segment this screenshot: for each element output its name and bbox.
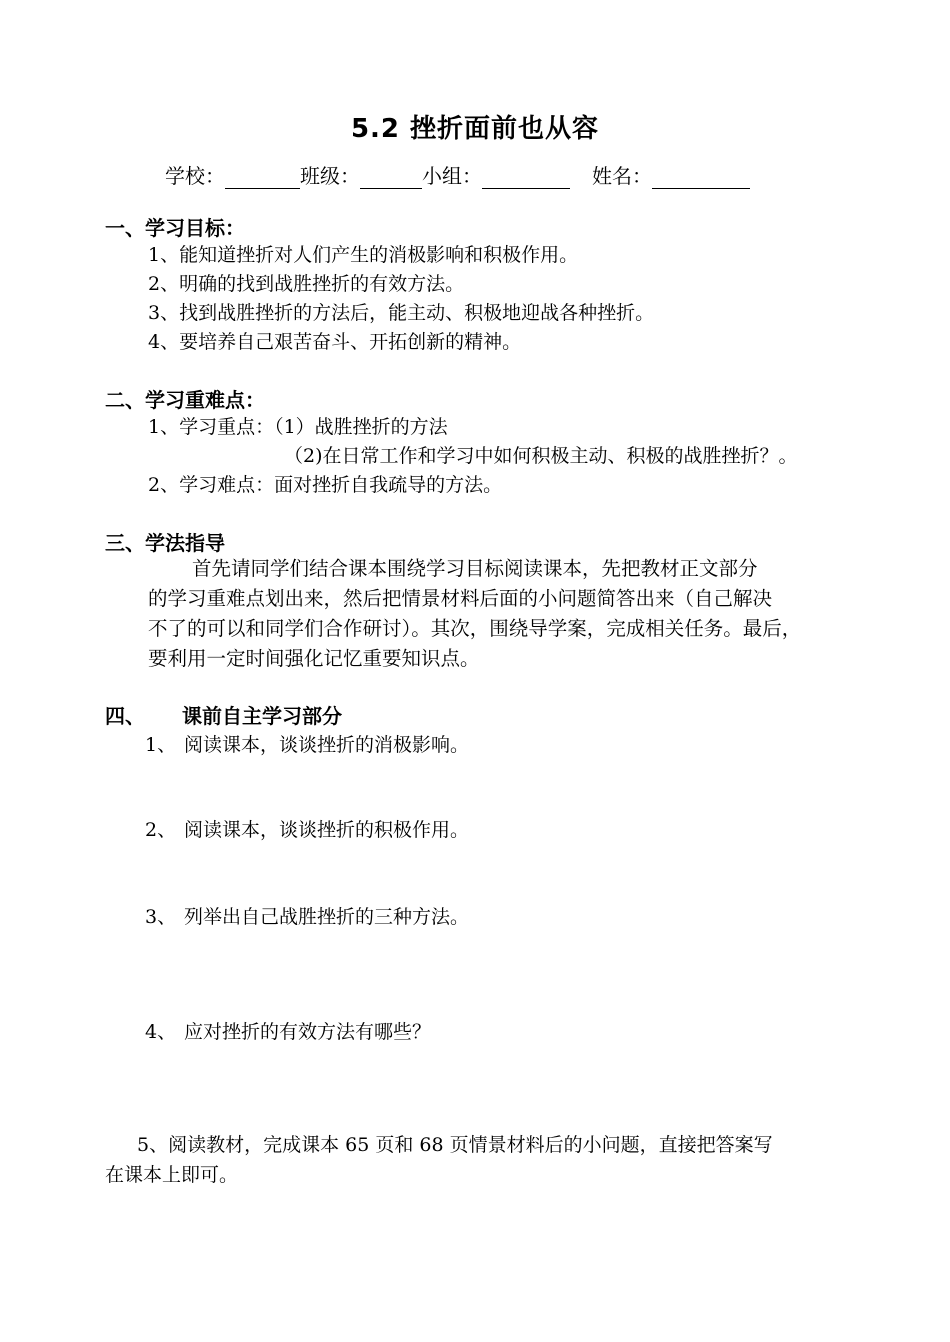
task-text: 应对挫折的有效方法有哪些？ — [184, 1021, 432, 1043]
method-line: 要利用一定时间强化记忆重要知识点。 — [148, 647, 480, 670]
name-field[interactable] — [652, 166, 750, 189]
school-field[interactable] — [225, 166, 300, 189]
info-line — [165, 160, 750, 189]
class-label: 班级： — [300, 164, 360, 188]
keypoint-item: 1、学习重点：（1）战胜挫折的方法 — [148, 416, 448, 438]
section-heading-selfstudy-num: 四、 — [105, 704, 145, 728]
school-label: 学校： — [165, 164, 225, 188]
task-number: 1、 — [145, 734, 177, 756]
goal-item: 4、要培养自己艰苦奋斗、开拓创新的精神。 — [148, 331, 522, 353]
task-5-line: 5、阅读教材，完成课本 65 页和 68 页情景材料后的小问题，直接把答案写 — [137, 1134, 773, 1156]
task-5-line: 在课本上即可。 — [105, 1164, 239, 1186]
group-field[interactable] — [482, 166, 570, 189]
goal-item: 3、找到战胜挫折的方法后，能主动、积极地迎战各种挫折。 — [148, 302, 655, 324]
method-line: 不了的可以和同学们合作研讨）。其次，围绕导学案，完成相关任务。最后， — [148, 617, 802, 640]
section-heading-goals: 一、学习目标： — [105, 216, 245, 240]
page-title: 5.2 挫折面前也从容 — [350, 114, 600, 144]
method-line: 首先请同学们结合课本围绕学习目标阅读课本，先把教材正文部分 — [192, 557, 758, 580]
task-text: 阅读课本，谈谈挫折的消极影响。 — [184, 734, 470, 756]
group-label: 小组： — [422, 164, 482, 188]
section-heading-keypoints: 二、学习重难点： — [105, 388, 265, 412]
keypoint-item: （2)在日常工作和学习中如何积极主动、积极的战胜挫折？。 — [284, 445, 798, 467]
task-text: 列举出自己战胜挫折的三种方法。 — [184, 906, 470, 928]
task-number: 4、 — [145, 1021, 177, 1043]
section-heading-selfstudy: 课前自主学习部分 — [182, 704, 342, 728]
keypoint-item: 2、学习难点：面对挫折自我疏导的方法。 — [148, 474, 503, 496]
task-number: 2、 — [145, 819, 177, 841]
method-line: 的学习重难点划出来，然后把情景材料后面的小问题简答出来（自己解决 — [148, 587, 773, 610]
task-text: 阅读课本，谈谈挫折的积极作用。 — [184, 819, 470, 841]
class-field[interactable] — [360, 166, 422, 189]
goal-item: 2、明确的找到战胜挫折的有效方法。 — [148, 273, 465, 295]
section-heading-method: 三、学法指导 — [105, 531, 225, 555]
goal-item: 1、能知道挫折对人们产生的消极影响和积极作用。 — [148, 244, 579, 266]
name-label: 姓名： — [592, 164, 652, 188]
task-number: 3、 — [145, 906, 177, 928]
